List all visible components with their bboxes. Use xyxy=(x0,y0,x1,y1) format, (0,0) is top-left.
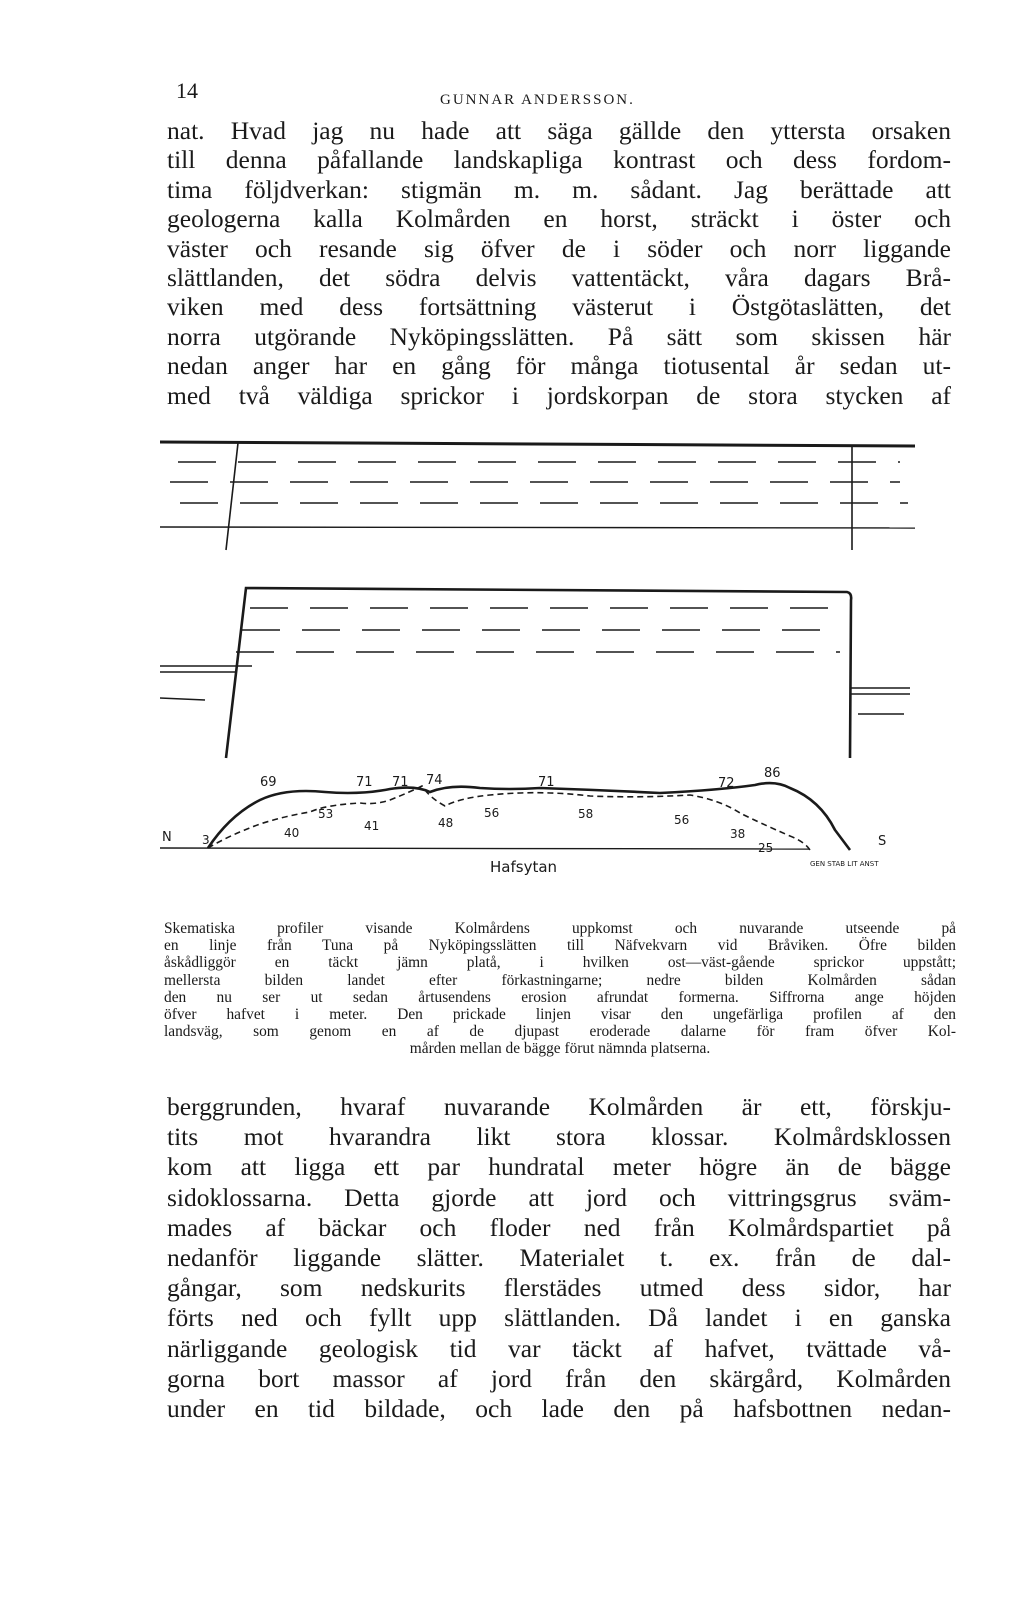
caption-line: landsväg, som genom en af de djupast eroderade dalarne för fram öfver Kol- xyxy=(164,1023,956,1041)
text-line: sidoklossarna. Detta gjorde att jord och vittringsgrus sväm- xyxy=(167,1182,951,1212)
text-line: slättlanden, det södra delvis vattentäckt, våra dagars Brå- xyxy=(167,263,951,293)
elevation-label: 71 xyxy=(392,775,409,790)
caption-line: en linje från Tuna på Nyköpingsslätten till Näfvekvarn vid Bråviken. Öfre bilden xyxy=(164,937,956,955)
text-line: gångar, som nedskurits flerstädes utmed dess sidor, har xyxy=(167,1273,951,1303)
road-label: 58 xyxy=(578,807,594,821)
south-label: S xyxy=(878,834,887,849)
figure-caption xyxy=(164,920,956,1058)
lower-profile-eroded xyxy=(160,783,850,850)
text-line: nat. Hvad jag nu hade att säga gällde den yttersta orsaken xyxy=(167,116,951,145)
top-paragraph xyxy=(167,116,951,410)
elevation-label: 86 xyxy=(764,766,781,781)
bottom-paragraph xyxy=(167,1092,951,1424)
road-profile-dotted-line xyxy=(208,786,810,850)
text-line: väster och resande sig öfver de i söder och norr liggande xyxy=(167,233,951,263)
upper-profile-plateau xyxy=(160,442,915,550)
caption-line: öfver hafvet i meter. Den prickade linjen visar den ungefärliga profilen af den xyxy=(164,1006,956,1024)
elevation-label: 69 xyxy=(260,775,277,790)
caption-line: åskådliggör en täckt jämn platå, i hvilken ost—väst-gående sprickor uppstått; xyxy=(164,954,956,972)
text-line: viken med dess fortsättning västerut i Östgötaslätten, det xyxy=(167,292,951,322)
road-label: 56 xyxy=(674,813,690,827)
elevation-label: 71 xyxy=(538,775,555,790)
printer-credit: GEN STAB LIT ANST xyxy=(810,860,879,868)
text-line: nedanför liggande slätter. Materialet t. ex. från de dal- xyxy=(167,1243,951,1273)
text-line: tits mot hvarandra likt stora klossar. Kolmårdsklossen xyxy=(167,1122,951,1152)
text-line: till denna påfallande landskapliga kontrast och dess fordom- xyxy=(167,145,951,175)
text-line: närliggande geologisk tid var täckt af hafvet, tvättade vå- xyxy=(167,1333,951,1363)
elevation-label: 71 xyxy=(356,775,373,790)
text-line: gorna bort massor af jord från den skärgård, Kolmården xyxy=(167,1363,951,1393)
text-line: norra utgörande Nyköpingsslätten. På sätt som skissen här xyxy=(167,321,951,351)
caption-line: mellersta bilden landet efter förkastningarne; nedre bilden Kolmården sådan xyxy=(164,971,956,989)
text-line: geologerna kalla Kolmården en horst, sträckt i öster och xyxy=(167,204,951,234)
text-line: berggrunden, hvaraf nuvarande Kolmården är ett, förskju- xyxy=(167,1092,951,1121)
road-label: 48 xyxy=(438,816,454,830)
text-line: tima följdverkan: stigmän m. m. sådant. Jag berättade att xyxy=(167,174,951,204)
caption-line: Skematiska profiler visande Kolmårdens uppkomst och nuvarande utseende på xyxy=(164,920,956,937)
road-label: 25 xyxy=(758,841,774,855)
text-line: kom att ligga ett par hundratal meter högre än de bägge xyxy=(167,1152,951,1182)
profile-elevation-labels xyxy=(260,766,781,791)
caption-line: den nu ser ut sedan årtusendens erosion afrundat formerna. Siffrorna ange höjden xyxy=(164,988,956,1006)
geological-profile-figure xyxy=(160,440,960,910)
road-label: 56 xyxy=(484,806,500,820)
text-line: mades af bäckar och floder ned från Kolmårdspartiet på xyxy=(167,1212,951,1242)
road-label: 40 xyxy=(284,826,300,840)
running-head: GUNNAR ANDERSSON. xyxy=(440,92,635,108)
north-label: N xyxy=(162,830,172,845)
text-line: med två väldiga sprickor i jordskorpan de stora stycken af xyxy=(167,380,951,410)
elevation-label: 74 xyxy=(426,773,443,788)
road-label: 53 xyxy=(318,807,334,821)
road-label: 41 xyxy=(364,819,380,833)
text-line: nedan anger har en gång för många tiotusental år sedan ut- xyxy=(167,351,951,381)
caption-line: mården mellan de bägge förut nämnda platserna. xyxy=(409,1040,711,1058)
text-line: förts ned och fyllt upp slättlanden. Då landet i en ganska xyxy=(167,1303,951,1333)
elevation-label: 72 xyxy=(718,776,735,791)
road-label: 3 xyxy=(202,833,210,847)
sea-level-label: Hafsytan xyxy=(490,858,558,876)
middle-profile-horst xyxy=(160,588,910,758)
text-line: under en tid bildade, och lade den på hafsbottnen nedan- xyxy=(167,1394,951,1424)
page-number: 14 xyxy=(176,78,198,103)
road-label: 38 xyxy=(730,827,746,841)
